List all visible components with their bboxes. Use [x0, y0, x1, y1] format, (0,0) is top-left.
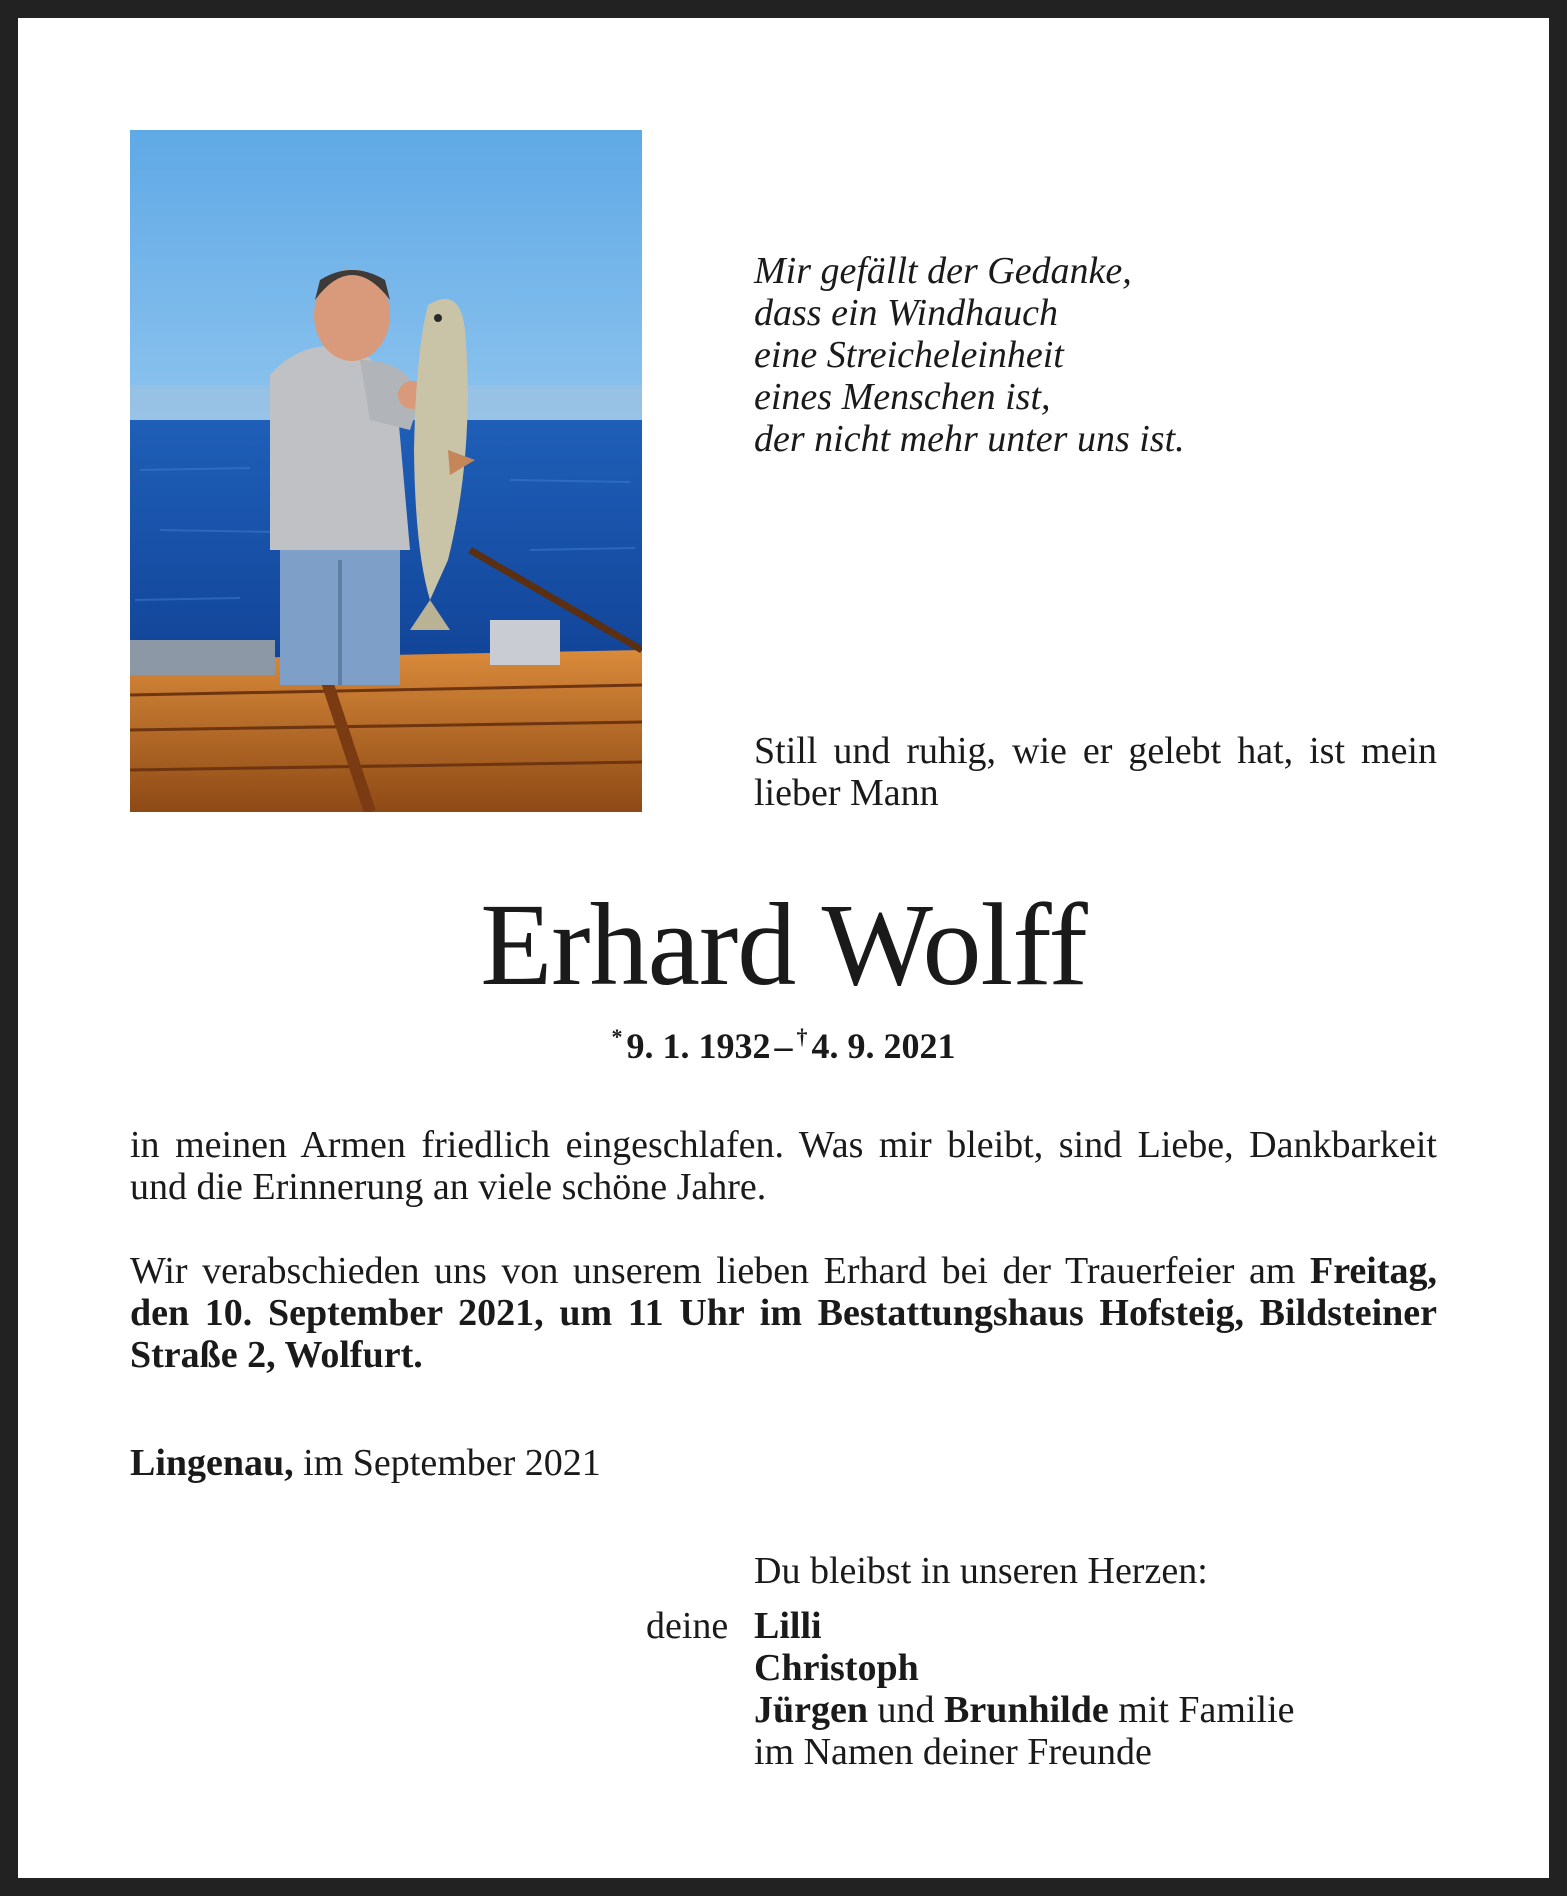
birth-symbol: * — [611, 1024, 623, 1049]
birth-date: 9. 1. 1932 — [626, 1026, 771, 1066]
signer-friends: im Namen deiner Freunde — [754, 1731, 1152, 1773]
funeral-details — [130, 1250, 1437, 1376]
place-month: im September 2021 — [293, 1442, 601, 1484]
signer-family: mit Familie — [1108, 1689, 1295, 1731]
place-town: Lingenau, — [130, 1442, 294, 1484]
fisherman-photo-icon — [130, 130, 642, 812]
signature-prefix: deine — [646, 1605, 729, 1647]
signer-brunhilde: Brunhilde — [944, 1689, 1109, 1731]
signer-lilli: Lilli — [754, 1605, 822, 1647]
signer-christoph: Christoph — [754, 1647, 919, 1689]
signer-juergen: Jürgen — [754, 1689, 868, 1731]
signers-list — [754, 1605, 1454, 1773]
life-dates — [0, 1015, 1567, 1068]
signature-heading: Du bleibst in unseren Herzen: — [754, 1550, 1208, 1592]
death-symbol: † — [796, 1024, 808, 1049]
portrait-photo — [130, 130, 642, 812]
date-separator: – — [774, 1026, 793, 1066]
funeral-lead: Wir verabschieden uns von unserem lieben Erhard bei der Trauerfeier am — [130, 1250, 1311, 1292]
signer-line-3 — [754, 1689, 1454, 1731]
signer-and: und — [868, 1689, 944, 1731]
intro-text: Still und ruhig, wie er gelebt hat, ist mein lieber Mann — [754, 730, 1437, 814]
funeral-datetime-place: Freitag, den 10. September 2021, um 11 Uhr im Bestattungshaus Hofsteig, Bildsteiner Straße 2, Wolfurt. — [130, 1250, 1437, 1376]
place-date — [130, 1442, 930, 1484]
farewell-paragraph: in meinen Armen friedlich eingeschlafen. Was mir bleibt, sind Liebe, Dankbarkeit und die Erinnerung an viele schöne Jahre. — [130, 1124, 1437, 1208]
poem-verse: Mir gefällt der Gedanke, dass ein Windhauch eine Streicheleinheit eines Menschen ist, der nicht mehr unter uns ist. — [754, 250, 1185, 460]
deceased-name: Erhard Wolff — [480, 879, 1087, 1010]
death-date: 4. 9. 2021 — [811, 1026, 956, 1066]
